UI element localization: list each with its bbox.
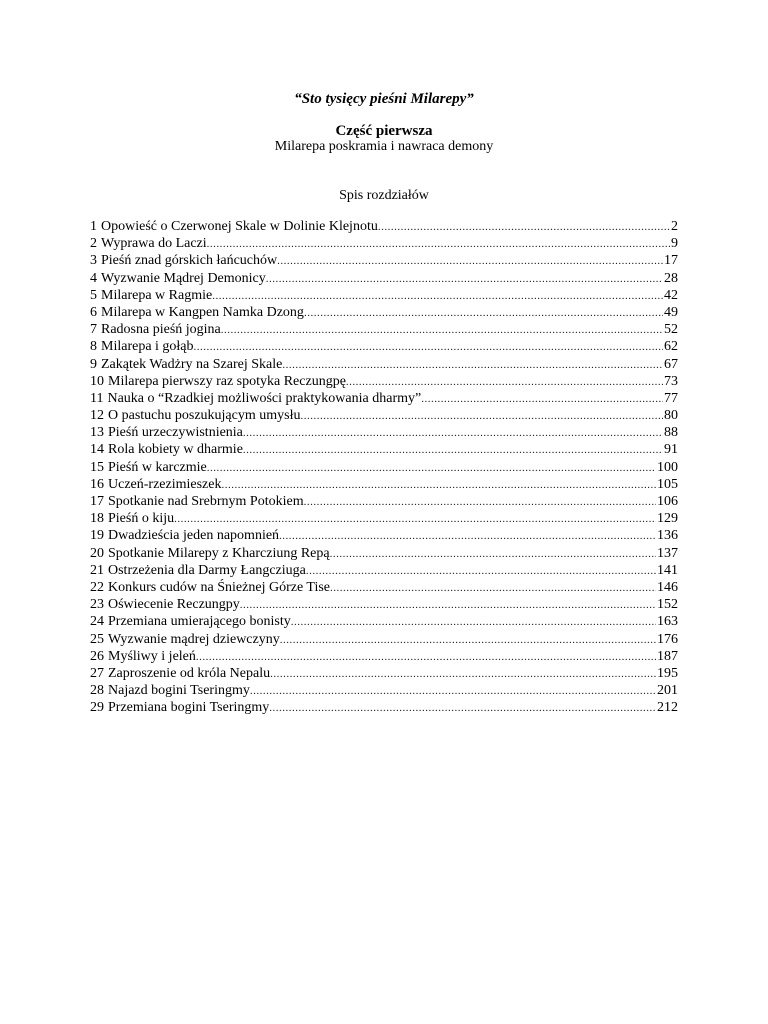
table-of-contents [90,218,678,716]
toc-entry-number: 6 [90,304,97,320]
toc-leader-dots [270,666,656,682]
toc-leader-dots [174,511,656,527]
toc-entry-page: 137 [657,545,678,561]
toc-entry [90,493,678,510]
toc-leader-dots [277,253,663,269]
toc-entry-page: 195 [657,665,678,681]
toc-entry-page: 88 [664,425,678,441]
toc-leader-dots [282,357,663,373]
toc-entry [90,287,678,304]
toc-leader-dots [421,391,663,407]
toc-entry-title: Milarepa i gołąb [101,339,194,355]
toc-entry-number: 18 [90,511,104,527]
toc-leader-dots [250,683,656,699]
toc-entry [90,562,678,579]
toc-entry [90,424,678,441]
toc-entry-title: Uczeń-rzezimieszek [108,476,222,492]
toc-leader-dots [300,408,663,424]
toc-leader-dots [207,460,656,476]
toc-entry-title: Milarepa w Kangpen Namka Dzong [101,304,304,320]
toc-entry-title: Przemiana bogini Tseringmy [108,700,270,716]
toc-entry-number: 29 [90,700,104,716]
toc-entry-page: 17 [664,253,678,269]
toc-leader-dots [279,528,656,544]
toc-leader-dots [194,339,663,355]
toc-entry-page: 49 [664,304,678,320]
toc-entry [90,390,678,407]
toc-entry-number: 21 [90,562,104,578]
toc-entry-title: Spotkanie Milarepy z Kharcziung Repą [108,545,330,561]
toc-entry-title: Spotkanie nad Srebrnym Potokiem [108,494,304,509]
toc-entry-number: 9 [90,356,97,372]
toc-entry-number: 14 [90,442,104,458]
toc-entry-number: 12 [90,408,104,424]
toc-leader-dots [221,322,663,338]
toc-entry-title: Pieśń w karczmie [108,459,207,475]
toc-entry [90,579,678,596]
toc-entry-page: 187 [657,648,678,664]
toc-entry-title: O pastuchu poszukującym umysłu [108,408,301,424]
toc-entry-number: 26 [90,648,104,664]
toc-entry-title: Milarepa w Ragmie [101,287,213,303]
toc-entry-title: Nauka o “Rzadkiej możliwości praktykowania dharmy” [107,390,422,406]
toc-entry [90,459,678,476]
toc-leader-dots [266,271,663,287]
toc-entry-number: 3 [90,253,97,269]
toc-entry [90,373,678,390]
toc-entry [90,699,678,716]
toc-entry-page: 176 [657,631,678,647]
toc-entry [90,218,678,235]
toc-leader-dots [196,649,656,665]
toc-entry [90,476,678,493]
toc-entry-title: Przemiana umierającego bonisty [108,614,291,630]
toc-entry [90,596,678,613]
toc-leader-dots [346,374,663,390]
toc-entry-page: 28 [664,270,678,286]
toc-entry-page: 201 [657,683,678,699]
toc-entry-title: Pieśń znad górskich łańcuchów [101,253,278,269]
toc-entry-number: 20 [90,545,104,561]
toc-entry-number: 24 [90,614,104,630]
toc-entry-title: Wyprawa do Laczi [101,236,207,252]
toc-entry-number: 10 [90,373,104,389]
toc-entry-number: 1 [90,219,97,234]
toc-leader-dots [240,597,656,613]
toc-entry-title: Dwadzieścia jeden napomnień [108,528,280,544]
toc-entry-page: 146 [657,579,678,595]
toc-entry [90,252,678,269]
toc-entry [90,441,678,458]
toc-entry-number: 23 [90,597,104,613]
toc-entry-page: 80 [664,408,678,424]
toc-entry-page: 62 [664,339,678,355]
toc-entry-title: Zakątek Wadżry na Szarej Skale [101,356,283,372]
toc-entry [90,613,678,630]
toc-leader-dots [330,546,656,562]
toc-leader-dots [243,425,663,441]
toc-entry-number: 7 [90,322,97,338]
toc-entry-title: Wyzwanie Mądrej Demonicy [101,270,266,286]
toc-leader-dots [306,563,656,579]
toc-leader-dots [291,614,656,630]
toc-entry-number: 28 [90,683,104,699]
toc-leader-dots [212,288,663,304]
toc-entry-number: 8 [90,339,97,355]
toc-entry-title: Pieśń o kiju [108,511,175,527]
toc-entry-number: 2 [90,236,97,252]
toc-leader-dots [243,442,663,458]
toc-entry-title: Radosna pieśń jogina [101,322,221,338]
toc-entry-number: 19 [90,528,104,544]
toc-entry-page: 106 [657,494,678,509]
toc-entry [90,304,678,321]
toc-leader-dots [221,477,656,493]
toc-entry-title: Zaproszenie od króla Nepalu [108,665,271,681]
toc-entry-page: 73 [664,373,678,389]
toc-entry-number: 11 [90,390,104,406]
toc-entry [90,545,678,562]
toc-entry-number: 22 [90,579,104,595]
toc-entry-number: 17 [90,494,104,509]
toc-entry-number: 27 [90,665,104,681]
toc-entry-page: 163 [657,614,678,630]
toc-leader-dots [280,632,656,648]
toc-entry-page: 105 [657,476,678,492]
toc-leader-dots [330,580,656,596]
toc-entry-title: Oświecenie Reczungpy [108,597,240,613]
toc-entry-title: Konkurs cudów na Śnieżnej Górze Tise [108,579,331,595]
toc-entry [90,356,678,373]
toc-entry-title: Milarepa pierwszy raz spotyka Reczungpę [108,373,346,389]
toc-entry-page: 42 [664,287,678,303]
toc-entry-page: 77 [664,390,678,406]
toc-entry-number: 16 [90,476,104,492]
toc-entry-page: 91 [664,442,678,458]
toc-entry-title: Najazd bogini Tseringmy [108,683,250,699]
toc-entry-page: 129 [657,511,678,527]
toc-entry-page: 2 [671,219,678,234]
toc-entry [90,407,678,424]
toc-entry-page: 52 [664,322,678,338]
toc-entry-page: 67 [664,356,678,372]
toc-entry-page: 136 [657,528,678,544]
toc-entry-number: 4 [90,270,97,286]
toc-entry-page: 9 [671,236,678,252]
toc-entry [90,631,678,648]
toc-entry [90,648,678,665]
toc-entry-title: Rola kobiety w dharmie [108,442,243,458]
toc-entry-title: Opowieść o Czerwonej Skale w Dolinie Klejnotu [101,219,378,234]
toc-entry-title: Ostrzeżenia dla Darmy Łangcziuga [108,562,306,578]
toc-entry [90,235,678,252]
toc-entry-title: Pieśń urzeczywistnienia [108,425,243,441]
toc-entry-page: 152 [657,597,678,613]
toc-entry-title: Wyzwanie mądrej dziewczyny [108,631,280,647]
toc-leader-dots [269,700,656,716]
toc-entry [90,321,678,338]
toc-entry-title: Myśliwy i jeleń [108,648,196,664]
toc-entry-number: 13 [90,425,104,441]
part-subtitle: Milarepa poskramia i nawraca demony [274,139,494,154]
document-title: “Sto tysięcy pieśni Milarepy” [294,91,474,107]
toc-entry [90,510,678,527]
toc-heading: Spis rozdziałów [339,188,429,203]
toc-entry-page: 100 [657,459,678,475]
toc-entry [90,338,678,355]
toc-leader-dots [378,219,670,235]
toc-entry [90,527,678,544]
part-heading: Część pierwsza [335,123,433,139]
toc-entry-number: 25 [90,631,104,647]
toc-entry [90,270,678,287]
toc-entry-number: 15 [90,459,104,475]
toc-entry-page: 212 [657,700,678,716]
toc-entry-number: 5 [90,287,97,303]
toc-entry [90,682,678,699]
toc-entry [90,665,678,682]
toc-leader-dots [304,305,663,321]
toc-entry-page: 141 [657,562,678,578]
toc-leader-dots [207,236,670,252]
toc-leader-dots [304,494,656,510]
